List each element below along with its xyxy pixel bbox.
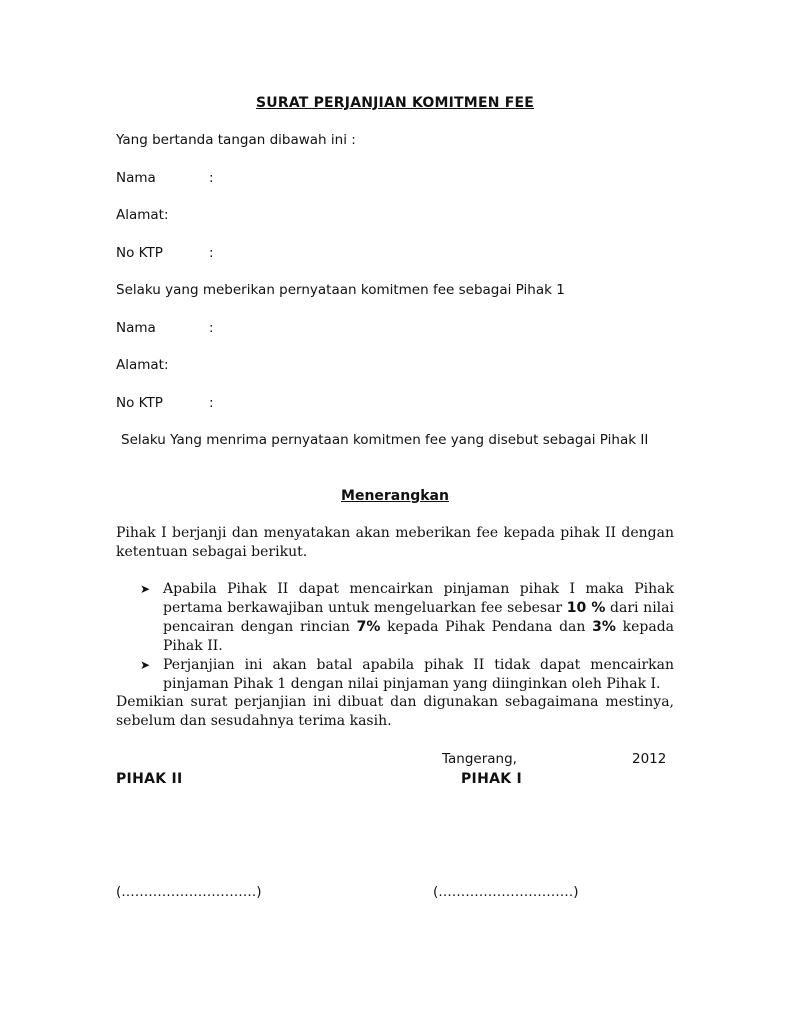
party1-address-label: Alamat: [116, 207, 169, 223]
signing-place: Tangerang, [442, 751, 517, 767]
section-heading: Menerangkan [341, 488, 449, 504]
signature-line-left: (…………………………) [116, 884, 262, 900]
document-title: SURAT PERJANJIAN KOMITMEN FEE [255, 95, 534, 111]
fee-party2: 3% [592, 619, 616, 635]
party1-id-label: No KTP [116, 245, 163, 261]
party1-name-label: Nama [116, 170, 156, 186]
party1-statement: Selaku yang meberikan pernyataan komitmen fee sebagai Pihak 1 [116, 282, 565, 298]
intro-text: Yang bertanda tangan dibawah ini : [116, 132, 356, 148]
terms-list [140, 580, 674, 694]
party2-name-colon: : [209, 320, 214, 336]
party2-name-label: Nama [116, 320, 156, 336]
party2-address-label: Alamat: [116, 357, 169, 373]
fee-total: 10 % [566, 600, 606, 616]
party1-name-colon: : [209, 170, 214, 186]
term-item-fee: ➤ Apabila Pihak II dapat mencairkan pinjaman pihak I maka Pihak pertama berkawajiban untuk mengeluarkan fee sebesar 10 % dari nilai pencairan dengan rincian 7% kepada Pihak Pendana dan 3% kepada Pihak II. [140, 581, 674, 654]
signing-year: 2012 [632, 751, 667, 767]
term-item-cancellation: ➤ Perjanjian ini akan batal apabila pihak II tidak dapat mencairkan pinjaman Pihak 1 dengan nilai pinjaman yang diinginkan oleh Pihak I. [140, 657, 674, 692]
party2-id-colon: : [209, 395, 214, 411]
arrow-bullet-icon: ➤ [140, 658, 151, 672]
party2-id-label: No KTP [116, 395, 163, 411]
party1-signature-label: PIHAK I [461, 771, 523, 787]
agreement-paragraph: Pihak I berjanji dan menyatakan akan meberikan fee kepada pihak II dengan ketentuan sebagai berikut. [116, 525, 674, 560]
arrow-bullet-icon: ➤ [140, 582, 151, 596]
closing-paragraph: Demikian surat perjanjian ini dibuat dan digunakan sebagaimana mestinya, sebelum dan sesudahnya terima kasih. [116, 694, 674, 729]
party2-signature-label: PIHAK II [116, 771, 183, 787]
fee-lender: 7% [356, 619, 381, 635]
signature-line-right: (…………………………) [433, 884, 579, 900]
party1-id-colon: : [209, 245, 214, 261]
party2-statement: Selaku Yang menrima pernyataan komitmen fee yang disebut sebagai Pihak II [121, 432, 649, 448]
